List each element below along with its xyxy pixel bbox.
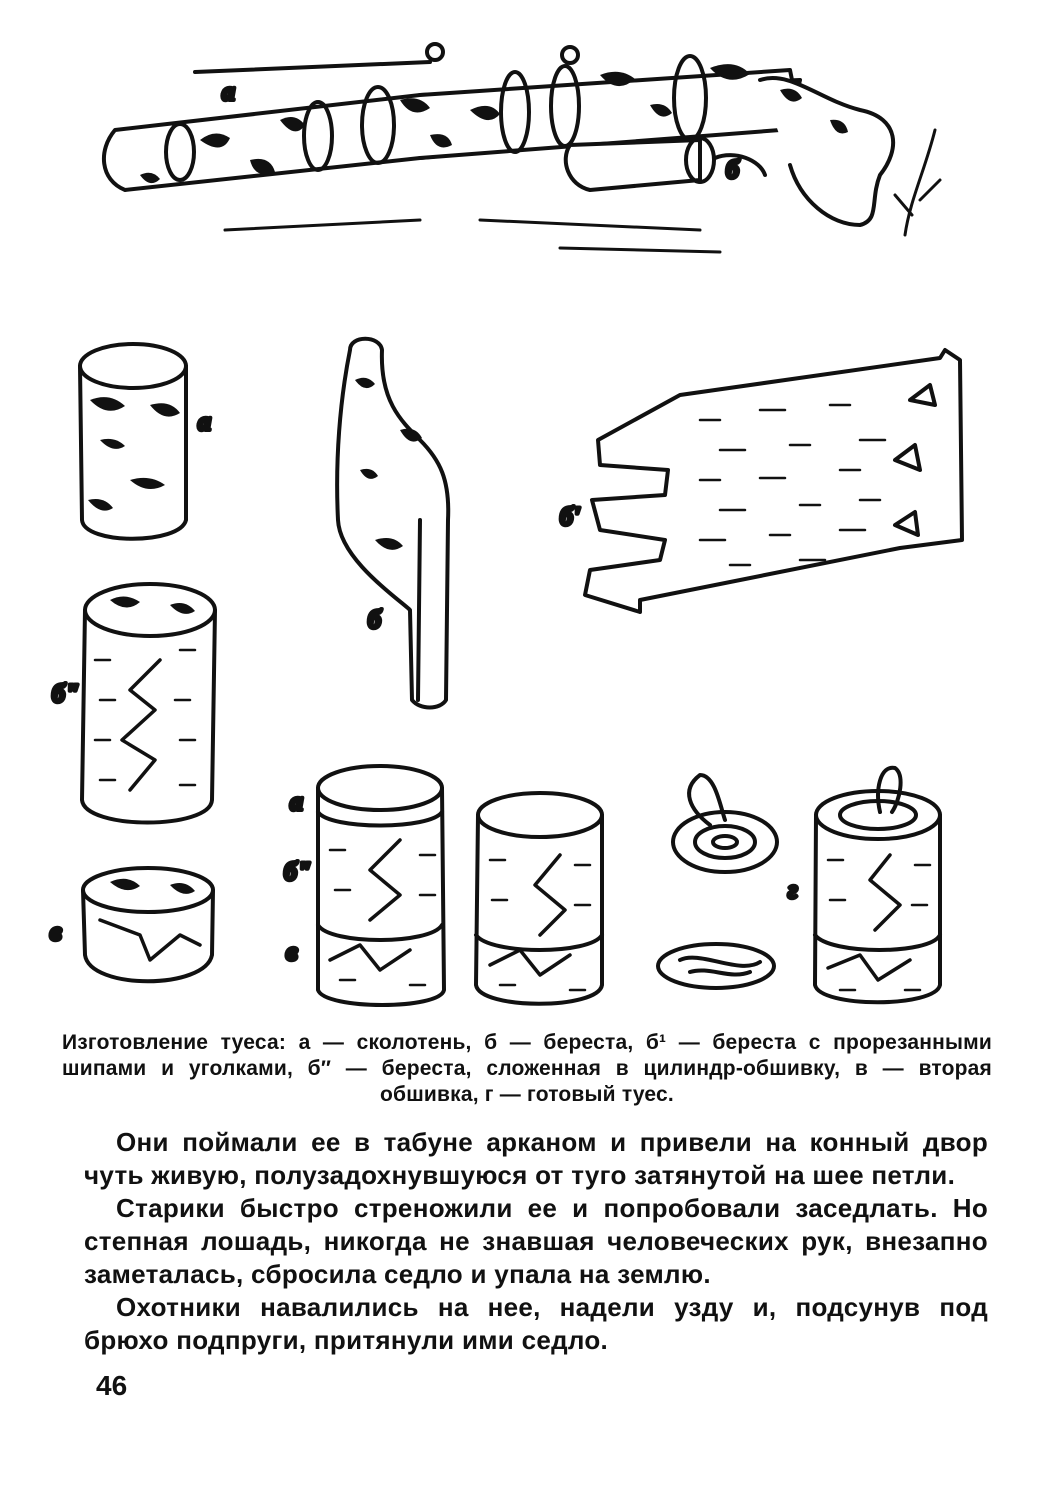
sheet-label-b1: б' [560,502,581,531]
log-label-b: б [726,155,739,184]
assembled-label-v: в [286,937,298,966]
bark-shell-cylinder [52,584,215,823]
figure-caption: Изготовление туеса: а — сколотень, б — береста, б¹ — береста с прорезанными шипами и уголками, б″ — береста, сложенная в цилиндр-обшивку, в — вторая обшивка, г — готовый туес. [62,1031,992,1106]
body-text [84,1126,988,1357]
page-number: 46 [96,1370,128,1401]
final-label-g: г [788,875,798,904]
paragraph-2: Старики быстро стреножили ее и попробовали заседлать. Но степная лошадь, никогда не знавшая человеческих рук, внезапно заметалась, сбросила седло и упала на землю. [84,1193,988,1289]
paragraph-3: Охотники навалились на нее, надели узду и, подсунув под брюхо подпруги, притянули ими седло. [84,1292,988,1355]
second-lining-ring [50,868,213,981]
assembled-tues [284,766,444,1005]
cylinder-label-a: а [198,407,211,436]
rolled-bark [337,339,448,708]
birch-log-scene [104,44,940,252]
bark-label-b: б [368,605,381,634]
ring-label-v: в [50,917,62,946]
finished-tues [788,768,940,1002]
paragraph-1: Они поймали ее в табуне арканом и привели на конный двор чуть живую, полузадохнувшуюся от туго затянутой на шее петли. [84,1127,988,1190]
lid-and-bottom [658,775,777,988]
assembled-label-a: а [290,787,303,816]
assembled-label-b2: б" [284,857,312,886]
log-label-a: а [222,77,235,106]
shell-label-b2: б" [52,679,80,708]
skoloten-cylinder [80,344,211,539]
assembled-shell [476,793,602,1004]
bark-sheet-with-tenons [560,350,962,612]
